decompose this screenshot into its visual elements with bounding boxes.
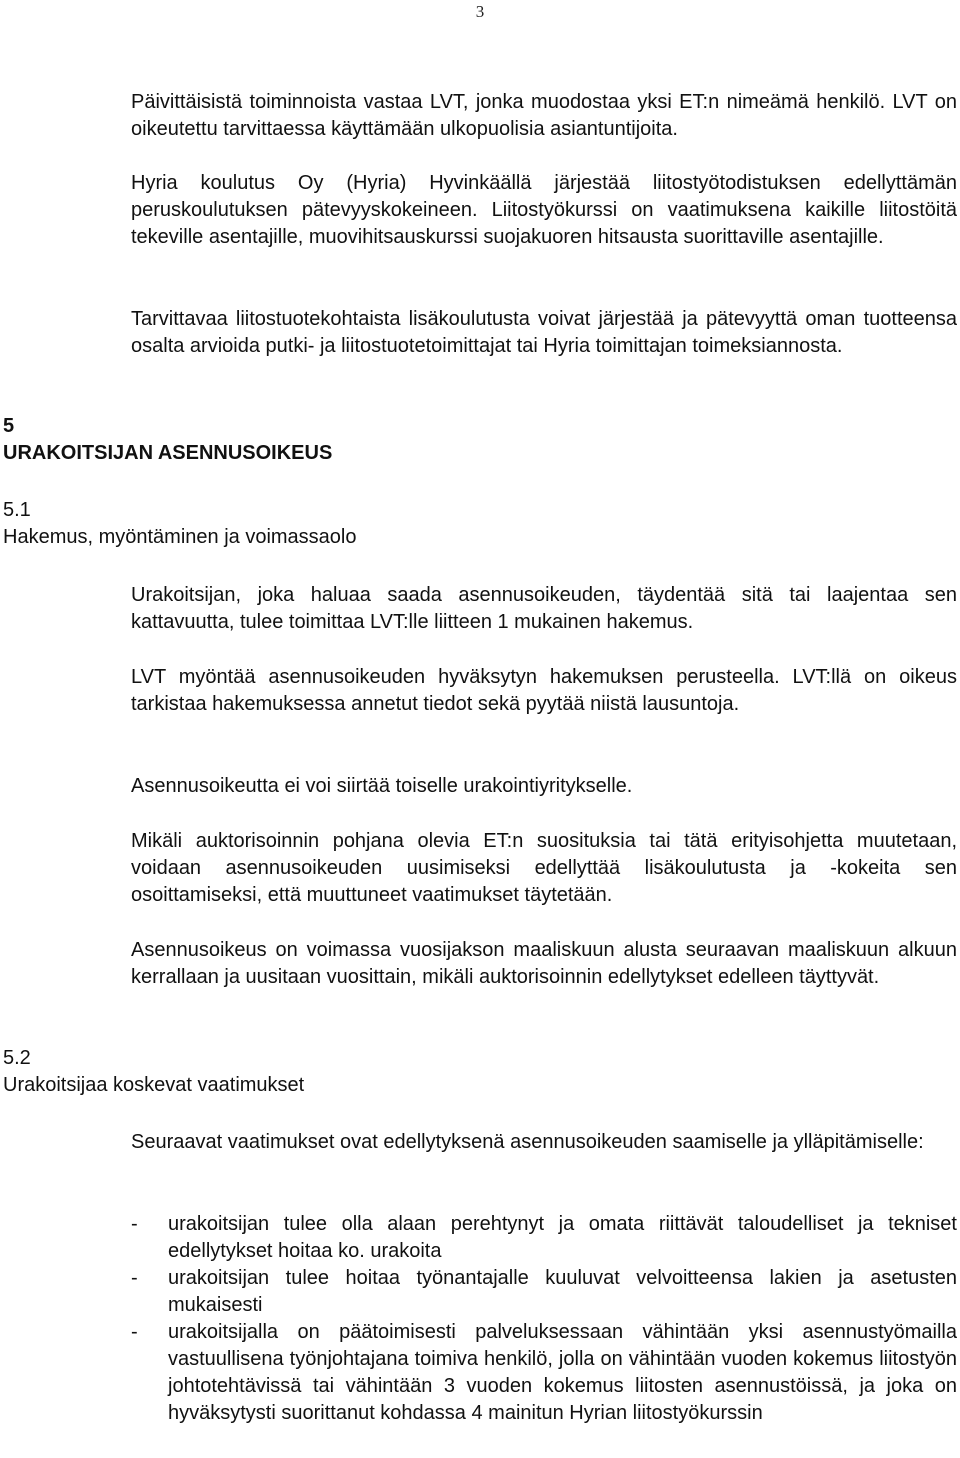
section-5-2-number: 5.2 (3, 1047, 31, 1069)
requirements-list (131, 1211, 957, 1427)
intro-paragraph-1: Päivittäisistä toiminnoista vastaa LVT, jonka muodostaa yksi ET:n nimeämä henkilö. LVT on oikeutettu tarvittaessa käyttämään ulkopuolisia asiantuntijoita. (131, 91, 957, 140)
section-5-1-paragraph-5: Asennusoikeus on voimassa vuosijakson maaliskuun alusta seuraavan maaliskuun alkuun kerrallaan ja uusitaan vuosittain, mikäli auktorisoinnin edellytykset edelleen täyttyvät. (131, 939, 957, 988)
list-item-text: urakoitsijan tulee olla alaan perehtynyt ja omata riittävät taloudelliset ja tekniset edellytykset hoitaa ko. urakoita (168, 1213, 957, 1262)
section-5-title: URAKOITSIJAN ASENNUSOIKEUS (3, 442, 333, 464)
list-item (131, 1319, 957, 1427)
intro-paragraph-2: Hyria koulutus Oy (Hyria) Hyvinkäällä järjestää liitostyötodistuksen edellyttämän peruskoulutuksen pätevyyskokeineen. Liitostyökurssi on vaatimuksena kaikille liitostöitä tekeville asentajille, muovihitsauskurssi suojakuoren hitsausta suorittaville asentajille. (131, 172, 957, 248)
list-item-text: urakoitsijan tulee hoitaa työnantajalle kuuluvat velvoitteensa lakien ja asetusten mukaisesti (168, 1267, 957, 1316)
section-5-1-title: Hakemus, myöntäminen ja voimassaolo (3, 526, 357, 548)
dash-bullet: - (131, 1321, 138, 1343)
page-number: 3 (475, 2, 485, 21)
dash-bullet: - (131, 1213, 138, 1235)
section-5-1-number: 5.1 (3, 499, 31, 521)
dash-bullet: - (131, 1267, 138, 1289)
section-5-number: 5 (3, 415, 15, 437)
section-5-2-title: Urakoitsijaa koskevat vaatimukset (3, 1074, 305, 1096)
list-item-text: urakoitsijalla on päätoimisesti palveluksessaan vähintään yksi asennustyömailla vastuullisena työnjohtajana toimiva henkilö, jolla on vähintään vuoden kokemus liitostyön johtotehtävissä tai vähintään 3 vuoden kokemus liitosten asennustöissä, ja joka on hyväksytysti suorittanut kohdassa 4 mainitun Hyrian liitostyökurssin (168, 1321, 957, 1424)
section-5-1-paragraph-1: Urakoitsijan, joka haluaa saada asennusoikeuden, täydentää sitä tai laajentaa sen kattavuutta, tulee toimittaa LVT:lle liitteen 1 mukainen hakemus. (131, 584, 957, 633)
section-5-1-paragraph-3: Asennusoikeutta ei voi siirtää toiselle urakointiyritykselle. (131, 775, 633, 797)
section-5-1-paragraph-4: Mikäli auktorisoinnin pohjana olevia ET:n suosituksia tai tätä erityisohjetta muutetaan, voidaan asennusoikeuden uusimiseksi edellyttää lisäkoulutusta ja -kokeita sen osoittamiseksi, että muuttuneet vaatimukset täytetään. (131, 830, 957, 906)
list-item (131, 1265, 957, 1319)
section-5-2-intro: Seuraavat vaatimukset ovat edellytyksenä asennusoikeuden saamiselle ja ylläpitämiselle: (131, 1131, 924, 1153)
intro-paragraph-3: Tarvittavaa liitostuotekohtaista lisäkoulutusta voivat järjestää ja pätevyyttä oman tuotteensa osalta arvioida putki- ja liitostuotetoimittajat tai Hyria toimittajan toimeksiannosta. (131, 308, 957, 357)
list-item (131, 1211, 957, 1265)
section-5-1-paragraph-2: LVT myöntää asennusoikeuden hyväksytyn hakemuksen perusteella. LVT:llä on oikeus tarkistaa hakemuksessa annetut tiedot sekä pyytää niistä lausuntoja. (131, 666, 957, 715)
